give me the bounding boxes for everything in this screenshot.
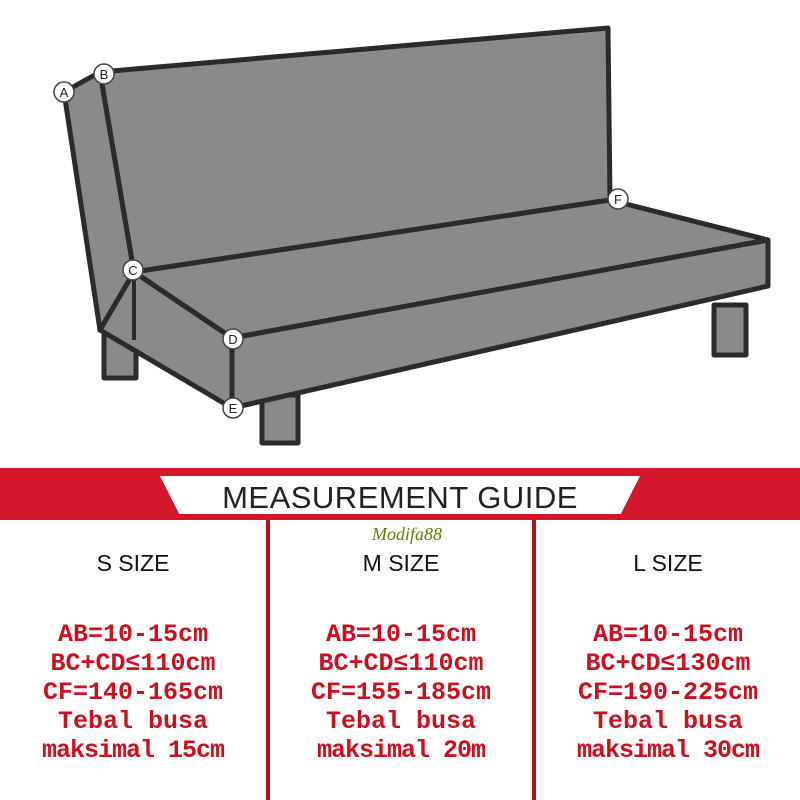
svg-text:C: C <box>128 263 138 278</box>
size-line: maksimal 20m <box>316 736 486 765</box>
size-lines <box>536 620 800 765</box>
size-column-l <box>536 520 800 800</box>
size-title: L SIZE <box>633 550 703 576</box>
size-line: BC+CD≤110cm <box>50 649 216 678</box>
size-line: maksimal 15cm <box>41 736 225 765</box>
size-line: CF=155-185cm <box>310 678 492 707</box>
size-line: AB=10-15cm <box>592 620 744 649</box>
marker-d <box>223 329 243 349</box>
size-line: Tebal busa <box>592 707 744 736</box>
marker-a <box>54 82 74 102</box>
svg-text:E: E <box>228 401 238 416</box>
size-title: M SIZE <box>362 550 440 576</box>
size-line: maksimal 30cm <box>576 736 760 765</box>
size-line: BC+CD≤110cm <box>318 649 484 678</box>
brand-watermark: Modifa88 <box>372 524 442 544</box>
size-lines <box>0 620 266 765</box>
banner-title: MEASUREMENT GUIDE <box>222 480 578 515</box>
size-line: AB=10-15cm <box>57 620 209 649</box>
size-column-s <box>0 520 266 800</box>
svg-text:F: F <box>614 192 622 207</box>
size-line: AB=10-15cm <box>325 620 477 649</box>
marker-c <box>123 260 143 280</box>
guide-banner <box>0 468 800 520</box>
svg-text:B: B <box>99 67 109 82</box>
size-title: S SIZE <box>96 550 170 576</box>
svg-text:A: A <box>59 85 69 100</box>
size-line: CF=190-225cm <box>577 678 759 707</box>
size-table <box>0 520 800 800</box>
marker-b <box>94 64 114 84</box>
size-line: Tebal busa <box>57 707 209 736</box>
size-lines <box>270 620 532 765</box>
marker-e <box>223 398 243 418</box>
sofa-leg-back-right <box>714 305 746 355</box>
marker-f <box>608 189 628 209</box>
size-line: BC+CD≤130cm <box>585 649 751 678</box>
svg-text:D: D <box>228 332 238 347</box>
size-line: CF=140-165cm <box>42 678 224 707</box>
size-column-m <box>270 520 532 800</box>
size-line: Tebal busa <box>325 707 477 736</box>
